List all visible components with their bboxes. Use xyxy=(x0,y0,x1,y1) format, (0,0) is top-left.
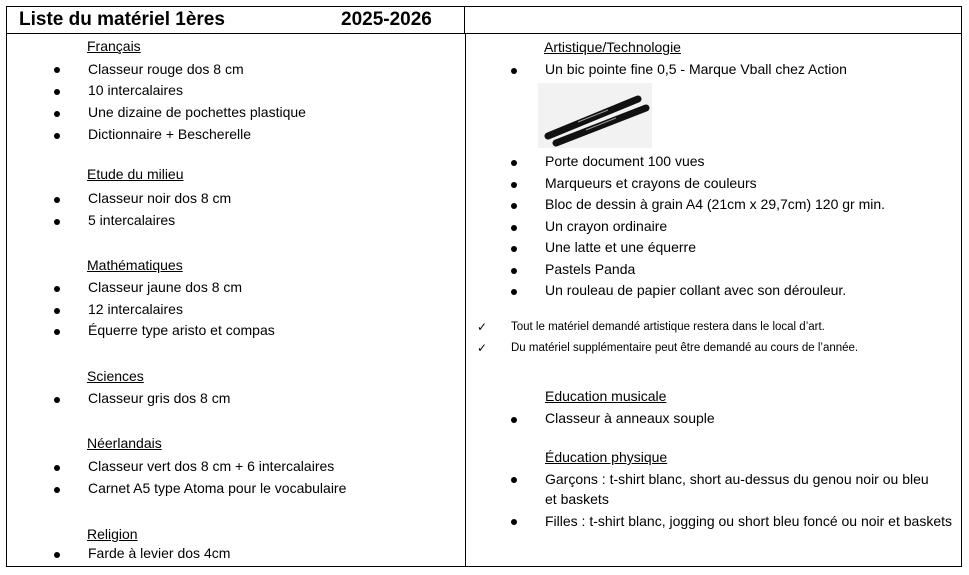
list-item: Dictionnaire + Bescherelle xyxy=(88,126,252,142)
bullet xyxy=(54,487,60,493)
bullet xyxy=(511,246,517,252)
bullet xyxy=(54,111,60,117)
list-item: Carnet A5 type Atoma pour le vocabulaire xyxy=(88,480,347,496)
bullet xyxy=(54,67,60,73)
bullet xyxy=(511,289,517,295)
bullet xyxy=(54,286,60,292)
bullet xyxy=(54,89,60,95)
list-item: Un rouleau de papier collant avec son dérouleur. xyxy=(545,282,847,298)
bullet xyxy=(511,519,517,525)
bullet xyxy=(511,203,517,209)
list-item: Classeur vert dos 8 cm + 6 intercalaires xyxy=(88,458,335,474)
list-item: Un bic pointe fine 0,5 - Marque Vball chez Action xyxy=(545,61,847,77)
heading-religion: Religion xyxy=(87,526,138,542)
bullet xyxy=(511,160,517,166)
document-title: Liste du matériel 1ères xyxy=(19,9,225,30)
bullet xyxy=(54,397,60,403)
bullet xyxy=(511,268,517,274)
list-item: Équerre type aristo et compas xyxy=(88,322,275,338)
column-divider xyxy=(465,33,466,567)
heading-neerlandais: Néerlandais xyxy=(87,435,162,451)
header-row xyxy=(7,7,961,34)
list-item: Farde à levier dos 4cm xyxy=(88,545,231,561)
bullet xyxy=(511,68,517,74)
list-item: Porte document 100 vues xyxy=(545,153,705,169)
bullet xyxy=(54,308,60,314)
list-item: 12 intercalaires xyxy=(88,301,183,317)
list-item: Bloc de dessin à grain A4 (21cm x 29,7cm) 120 gr min. xyxy=(545,196,886,212)
bullet xyxy=(511,477,517,483)
bullet xyxy=(54,133,60,139)
list-item: Classeur jaune dos 8 cm xyxy=(88,279,243,295)
list-item: Filles : t-shirt blanc, jogging ou short bleu foncé ou noir et baskets xyxy=(545,513,952,529)
note-item: Tout le matériel demandé artistique restera dans le local d’art. xyxy=(511,321,825,333)
check-icon: ✓ xyxy=(477,341,488,355)
list-item: Pastels Panda xyxy=(545,261,636,277)
bullet xyxy=(511,182,517,188)
bullet xyxy=(54,465,60,471)
bullet xyxy=(511,417,517,423)
heading-etude-du-milieu: Etude du milieu xyxy=(87,166,184,182)
bullet xyxy=(511,225,517,231)
bullet xyxy=(54,197,60,203)
list-item: Classeur noir dos 8 cm xyxy=(88,190,232,206)
list-item: Une latte et une équerre xyxy=(545,239,696,255)
heading-education-physique: Éducation physique xyxy=(545,449,668,465)
heading-francais: Français xyxy=(87,38,141,54)
list-item: Classeur à anneaux souple xyxy=(545,410,715,426)
heading-mathematiques: Mathématiques xyxy=(87,257,183,273)
list-item: Classeur gris dos 8 cm xyxy=(88,390,231,406)
bullet xyxy=(54,552,60,558)
pen-photo xyxy=(538,83,652,148)
header-cell xyxy=(7,7,465,33)
list-item: Une dizaine de pochettes plastique xyxy=(88,104,306,120)
heading-education-musicale: Education musicale xyxy=(545,388,667,404)
bullet xyxy=(54,219,60,225)
check-icon: ✓ xyxy=(477,320,488,334)
list-item: 10 intercalaires xyxy=(88,82,183,98)
pen-drawing xyxy=(538,83,652,148)
list-item: Marqueurs et crayons de couleurs xyxy=(545,175,757,191)
list-item: Un crayon ordinaire xyxy=(545,218,668,234)
list-item: 5 intercalaires xyxy=(88,212,176,228)
bullet xyxy=(54,329,60,335)
list-item: Classeur rouge dos 8 cm xyxy=(88,61,244,77)
note-item: Du matériel supplémentaire peut être demandé au cours de l’année. xyxy=(511,342,859,354)
heading-sciences: Sciences xyxy=(87,368,144,384)
school-year: 2025-2026 xyxy=(341,9,432,30)
list-item: Garçons : t-shirt blanc, short au-dessus du genou noir ou bleu et baskets xyxy=(545,471,929,507)
heading-artistique-technologie: Artistique/Technologie xyxy=(544,39,681,55)
